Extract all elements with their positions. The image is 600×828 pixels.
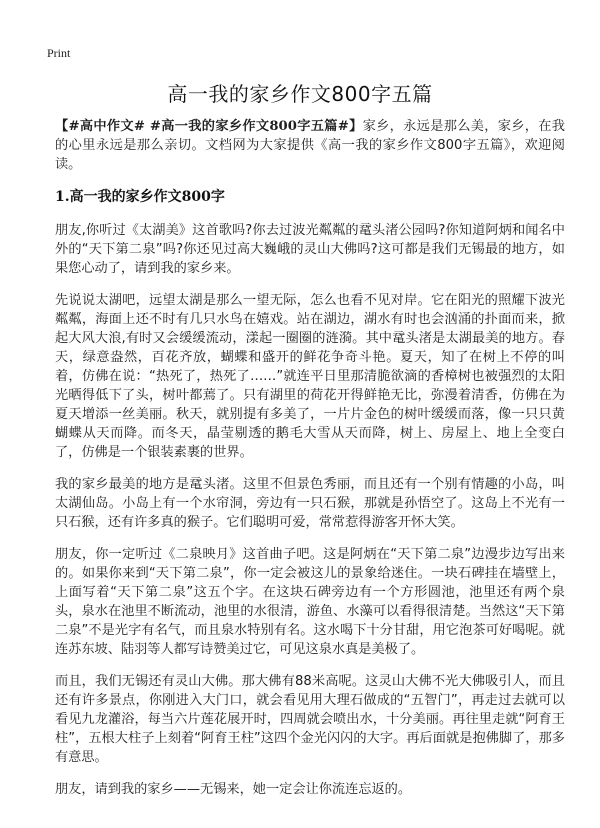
paragraph: 朋友，你一定听过《二泉映月》这首曲子吧。这是阿炳在“天下第二泉”边漫步边写出来的。如果你来到“天下第二泉”，你一定会被这儿的景象给迷住。一块石碑挂在墙壁上，上面写着“天下第二泉”这五个字。在这块石碑旁边有一个方形圆池，池里还有两个泉头，泉水在池里不断流动，池里的水很清，游鱼、水藻可以看得很清楚。当然这“天下第二泉”不是光字有名气，而且泉水特别有名。这水喝下十分甘甜，用它泡茶可好喝呢。就连苏东坡、陆羽等人都写诗赞美过它，可见这泉水真是美极了。 — [55, 547, 565, 657]
paragraph: 先说说太湖吧，远望太湖是那么一望无际，怎么也看不见对岸。它在阳光的照耀下波光粼粼，海面上还不时有几只水鸟在嬉戏。站在湖边，湖水有时也会汹涌的扑面而来，掀起大风大浪,有时又会缓缓流动，漾起一圈圈的涟漪。其中鼋头渚是太湖最美的地方。春天，绿意盎然，百花齐放，蝴蝶和盛开的鲜花争奇斗艳。夏天，知了在树上不停的叫着，仿佛在说：“热死了，热死了……”就连平日里那清脆欲滴的香樟树也被强烈的太阳光晒得低下了头，树叶都蔫了。只有湖里的荷花开得鲜艳无比，弥漫着清香，仿佛在为夏天增添一丝美丽。秋天，就别提有多美了，一片片金色的树叶缓缓而落，像一只只黄蝴蝶从天而降。而冬天，晶莹剔透的鹅毛大雪从天而降，树上、房屋上、地上全变白了，仿佛是一个银装素裹的世界。 — [55, 293, 565, 460]
paragraph: 朋友，请到我的家乡——无锡来，她一定会让你流连忘返的。 — [55, 782, 412, 797]
paragraph: 而且，我们无锡还有灵山大佛。那大佛有88米高呢。这灵山大佛不光大佛吸引人，而且还有许多景点，你刚进入大门口，就会看见用大理石做成的“五智门”，再走过去就可以看见九龙灌浴，每当六片莲花展开时，四周就会喷出水，十分美丽。再往里走就“阿育王柱”，五根大柱子上刻着“阿育王柱”这四个金光闪闪的大字。再后面就是抱佛脚了，那多有意思。 — [55, 674, 565, 765]
paragraph: 我的家乡最美的地方是鼋头渚。这里不但景色秀丽，而且还有一个别有情趣的小岛，叫太湖仙岛。小岛上有一个水帘洞，旁边有一只石猴，那就是孙悟空了。这岛上不光有一只石猴，还有许多真的猴子。它们聪明可爱，常常惹得游客开怀大笑。 — [55, 477, 565, 530]
paragraph: 朋友,你听过《太湖美》这首歌吗?你去过波光粼粼的鼋头渚公园吗?你知道阿炳和闻名中外的“天下第二泉”吗?你还见过高大巍峨的灵山大佛吗?这可都是我们无锡最的地方，如果您心动了，请到我的家乡来。 — [55, 223, 565, 276]
document-title: 高一我的家乡作文800字五篇 — [167, 82, 433, 106]
section-heading: 1.高一我的家乡作文800字 — [55, 189, 225, 205]
document-body — [55, 117, 565, 812]
intro-paragraph — [55, 117, 565, 174]
intro-text: 家乡，永远是那么美，家乡，在我的心里永远是那么亲切。文档网为大家提供《高一我的家乡作文800字五篇》，欢迎阅读。 — [55, 119, 565, 172]
print-label: Print — [47, 46, 71, 60]
intro-tag: 【#高中作文# #高一我的家乡作文800字五篇#】 — [55, 119, 363, 134]
